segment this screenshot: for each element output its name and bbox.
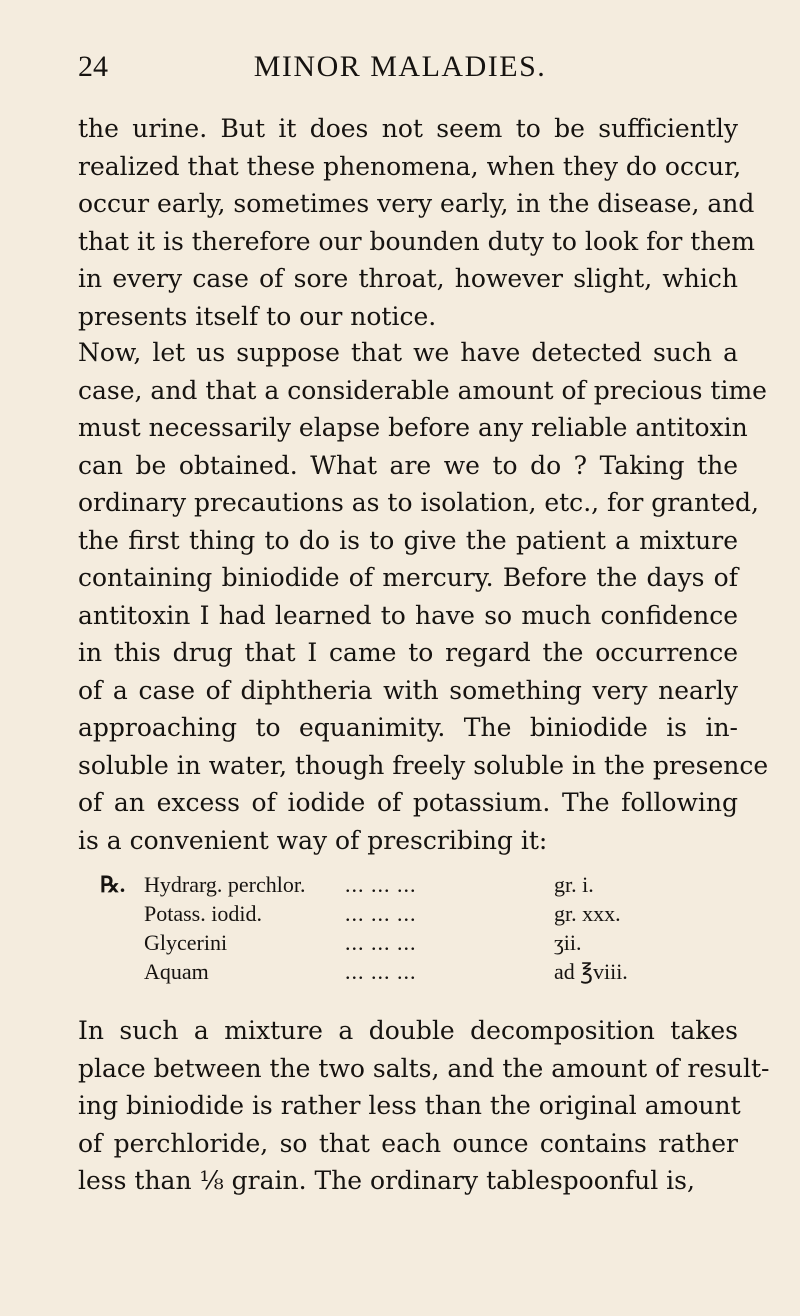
text-line: the urine. But it does not seem to be sufficiently (78, 114, 738, 143)
text-line: soluble in water, though freely soluble in the presence (78, 750, 769, 780)
text-line: case, and that a considerable amount of precious time (78, 375, 767, 405)
leader-dots: ... ... ... (345, 930, 417, 955)
page-number: 24 (78, 50, 108, 83)
leader-dots: ... ... ... (345, 872, 417, 897)
text-line: Now, let us suppose that we have detected such a (78, 338, 738, 367)
paragraph-3 (78, 1012, 770, 1200)
ingredient-quantity: gr. xxx. (554, 901, 621, 926)
ingredient-name: Aquam (144, 959, 209, 984)
text-line: is a convenient way of prescribing it: (78, 825, 548, 855)
text-line: must necessarily elapse before any reliable antitoxin (78, 413, 748, 442)
text-line: of a case of diphtheria with something very nearly (78, 675, 738, 705)
ingredient-quantity: gr. i. (554, 872, 594, 897)
text-line: place between the two salts, and the amount of result- (78, 1053, 770, 1083)
text-line: of an excess of iodide of potassium. The following (78, 788, 738, 817)
text-line: that it is therefore our bounden duty to look for them (78, 226, 755, 256)
leader-dots: ... ... ... (345, 959, 417, 984)
paragraph-2 (78, 334, 769, 859)
prescription (100, 870, 720, 986)
prescription-row (100, 899, 720, 928)
text-line: in this drug that I came to regard the occurrence (78, 638, 738, 667)
page-header (78, 50, 722, 90)
text-line: of perchloride, so that each ounce contains rather (78, 1128, 738, 1158)
prescription-row (100, 928, 720, 957)
ingredient-quantity: ad ℥viii. (554, 959, 628, 984)
leader-dots: ... ... ... (345, 901, 417, 926)
ingredient-quantity: ʒii. (554, 930, 582, 955)
text-line: less than ⅛ grain. The ordinary tablespoonful is, (78, 1166, 695, 1195)
ingredient-name: Glycerini (144, 930, 228, 955)
running-title: MINOR MALADIES. (253, 50, 547, 83)
text-line: approaching to equanimity. The biniodide is in- (78, 713, 738, 742)
ingredient-name: Hydrarg. perchlor. (144, 872, 306, 897)
text-line: the first thing to do is to give the patient a mixture (78, 525, 738, 555)
text-line: can be obtained. What are we to do ? Taking the (78, 450, 738, 480)
text-line: in every case of sore throat, however slight, which (78, 264, 738, 293)
prescription-row (100, 870, 720, 899)
paragraph-1 (78, 110, 755, 335)
text-line: ordinary precautions as to isolation, etc., for granted, (78, 488, 759, 517)
text-line: antitoxin I had learned to have so much confidence (78, 600, 738, 630)
text-line: containing biniodide of mercury. Before the days of (78, 563, 738, 592)
text-line: In such a mixture a double decomposition takes (78, 1016, 738, 1045)
text-line: realized that these phenomena, when they do occur, (78, 151, 742, 181)
text-line: ing biniodide is rather less than the original amount (78, 1091, 741, 1120)
prescription-row (100, 957, 720, 986)
ingredient-name: Potass. iodid. (144, 901, 262, 926)
text-line: presents itself to our notice. (78, 301, 437, 331)
recipe-symbol: ℞. (100, 872, 126, 897)
text-line: occur early, sometimes very early, in the disease, and (78, 189, 755, 218)
